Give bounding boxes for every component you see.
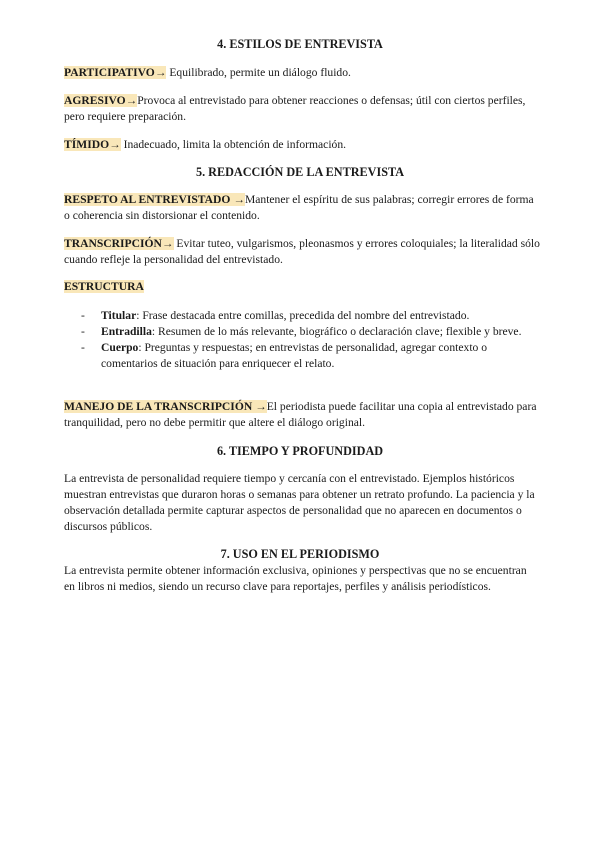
list-item-entradilla bbox=[64, 324, 540, 340]
paragraph-agresivo bbox=[64, 93, 540, 125]
paragraph-transcripcion bbox=[64, 236, 540, 268]
text-agresivo: Provoca al entrevistado para obtener reacciones o defensas; útil con ciertos perfiles, pero requiere preparación. bbox=[64, 94, 526, 123]
term-timido: TÍMIDO→ bbox=[64, 138, 121, 151]
text-transcripcion: Evitar tuteo, vulgarismos, pleonasmos y errores coloquiales; la literalidad sólo cuando refleje la personalidad del entrevistado. bbox=[64, 237, 540, 266]
section-title-uso: 7. USO EN EL PERIODISMO bbox=[220, 547, 380, 561]
term-participativo: PARTICIPATIVO→ bbox=[64, 66, 167, 79]
text-timido: Inadecuado, limita la obtención de información. bbox=[120, 138, 347, 151]
term-agresivo: AGRESIVO→ bbox=[64, 94, 138, 107]
list-term-titular: Titular bbox=[101, 309, 137, 322]
paragraph-uso: La entrevista permite obtener información exclusiva, opiniones y perspectivas que no se encuentran en libros ni medios, siendo un recurso clave para reportajes, perfiles y análisis periodísticos. bbox=[64, 564, 527, 593]
term-respeto: RESPETO AL ENTREVISTADO → bbox=[64, 193, 245, 206]
list-item-titular bbox=[64, 308, 540, 324]
paragraph-respeto bbox=[64, 192, 540, 224]
paragraph-estructura bbox=[64, 279, 540, 295]
list-dash: - bbox=[81, 309, 85, 322]
list-text-cuerpo: : Preguntas y respuestas; en entrevistas de personalidad, agregar contexto o comentarios de situación para enriquecer el relato. bbox=[101, 341, 488, 370]
list-dash: - bbox=[81, 325, 85, 338]
term-estructura: ESTRUCTURA bbox=[64, 280, 144, 293]
text-respeto: Mantener el espíritu de sus palabras; corregir errores de forma o coherencia sin distorsionar el contenido. bbox=[64, 193, 534, 222]
list-text-entradilla: : Resumen de lo más relevante, biográfico o declaración clave; flexible y breve. bbox=[151, 325, 522, 338]
paragraph-participativo bbox=[64, 65, 540, 81]
paragraph-tiempo: La entrevista de personalidad requiere tiempo y cercanía con el entrevistado. Ejemplos históricos muestran entrevistas que duraron horas o semanas para obtener un retrato profundo. La paciencia y la observación detallada permite capturar aspectos de personalidad que no aparecen en documentos o discursos públicos. bbox=[64, 472, 535, 533]
term-transcripcion: TRANSCRIPCIÓN→ bbox=[64, 237, 174, 250]
text-manejo: El periodista puede facilitar una copia al entrevistado para tranquilidad, pero no debe permitir que altere el diálogo original. bbox=[64, 400, 537, 429]
section-title-estilos: 4. ESTILOS DE ENTREVISTA bbox=[217, 37, 383, 51]
paragraph-manejo bbox=[64, 399, 540, 431]
list-term-entradilla: Entradilla bbox=[101, 325, 152, 338]
text-participativo: Equilibrado, permite un diálogo fluido. bbox=[166, 66, 351, 79]
section-title-redaccion: 5. REDACCIÓN DE LA ENTREVISTA bbox=[195, 165, 404, 179]
list-term-cuerpo: Cuerpo bbox=[101, 341, 139, 354]
paragraph-timido bbox=[64, 137, 540, 153]
list-item-cuerpo bbox=[64, 340, 540, 372]
estructura-list bbox=[64, 308, 540, 372]
list-text-titular: : Frase destacada entre comillas, precedida del nombre del entrevistado. bbox=[136, 309, 470, 322]
section-title-tiempo: 6. TIEMPO Y PROFUNDIDAD bbox=[216, 444, 384, 458]
list-dash: - bbox=[81, 341, 85, 354]
term-manejo: MANEJO DE LA TRANSCRIPCIÓN → bbox=[64, 400, 267, 413]
